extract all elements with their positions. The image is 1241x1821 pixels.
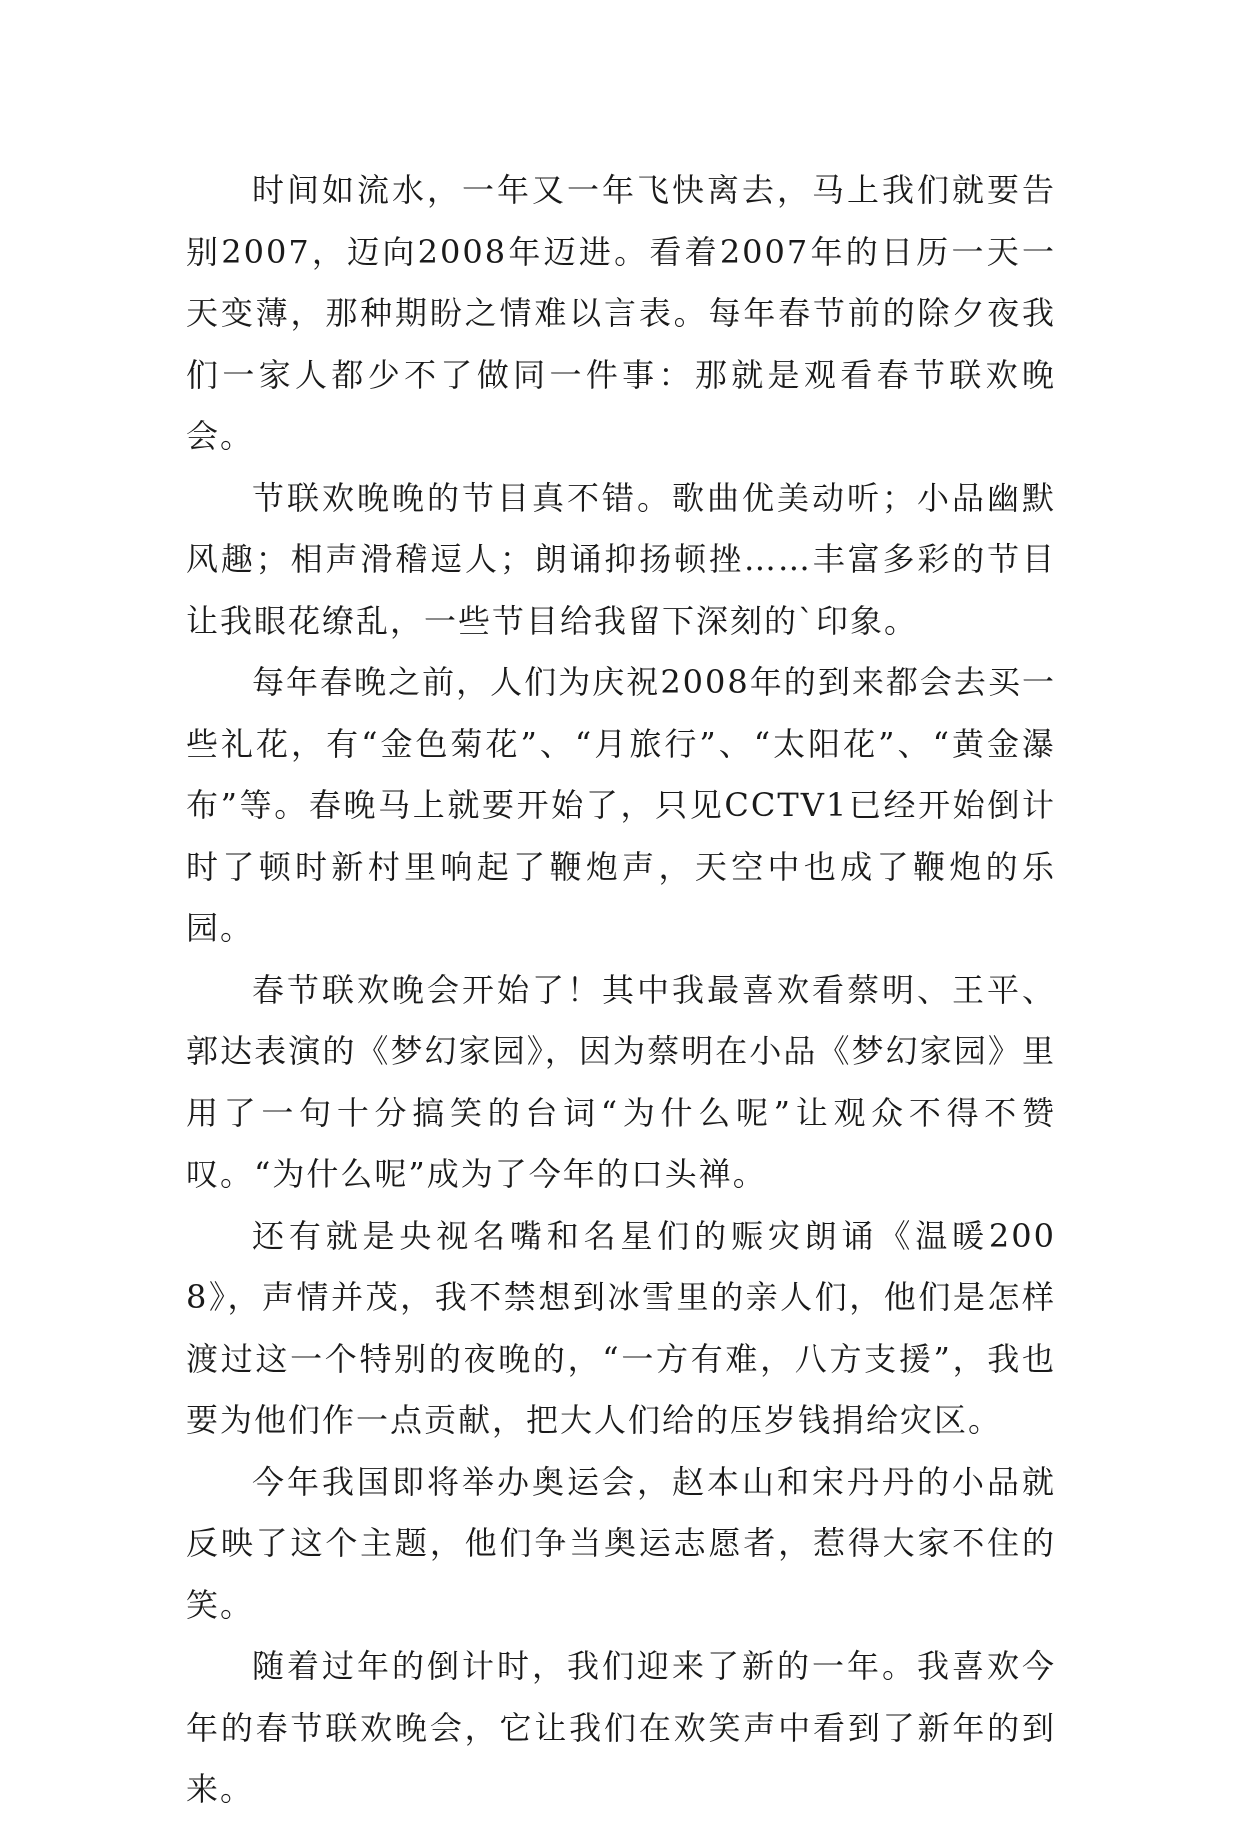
paragraph-3: 每年春晚之前，人们为庆祝2008年的到来都会去买一些礼花，有“金色菊花”、“月旅行”、“太阳花”、“黄金瀑布”等。春晚马上就要开始了，只见CCTV1已经开始倒计时了顿时新村里响起了鞭炮声，天空中也成了鞭炮的乐园。	[186, 663, 1056, 947]
paragraph-2: 节联欢晚晚的节目真不错。歌曲优美动听；小品幽默风趣；相声滑稽逗人；朗诵抑扬顿挫……丰富多彩的节目让我眼花缭乱，一些节目给我留下深刻的`印象。	[186, 478, 1056, 640]
paragraph-7: 随着过年的倒计时，我们迎来了新的一年。我喜欢今年的春节联欢晚会，它让我们在欢笑声中看到了新年的到来。	[186, 1647, 1056, 1808]
paragraph-6: 今年我国即将举办奥运会，赵本山和宋丹丹的小品就反映了这个主题，他们争当奥运志愿者，惹得大家不住的笑。	[186, 1462, 1056, 1624]
paragraph-1: 时间如流水，一年又一年飞快离去，马上我们就要告别2007，迈向2008年迈进。看着2007年的日历一天一天变薄，那种期盼之情难以言表。每年春节前的除夕夜我们一家人都少不了做同一件事：那就是观看春节联欢晚会。	[186, 171, 1056, 455]
paragraph-5: 还有就是央视名嘴和名星们的赈灾朗诵《温暖2008》，声情并茂，我不禁想到冰雪里的亲人们，他们是怎样渡过这一个特别的夜晚的，“一方有难，八方支援”，我也要为他们作一点贡献，把大人们给的压岁钱捐给灾区。	[186, 1216, 1056, 1439]
document-body	[186, 160, 1056, 1821]
paragraph-4: 春节联欢晚会开始了！其中我最喜欢看蔡明、王平、郭达表演的《梦幻家园》，因为蔡明在小品《梦幻家园》里用了一句十分搞笑的台词“为什么呢”让观众不得不赞叹。“为什么呢”成为了今年的口头禅。	[186, 970, 1056, 1193]
